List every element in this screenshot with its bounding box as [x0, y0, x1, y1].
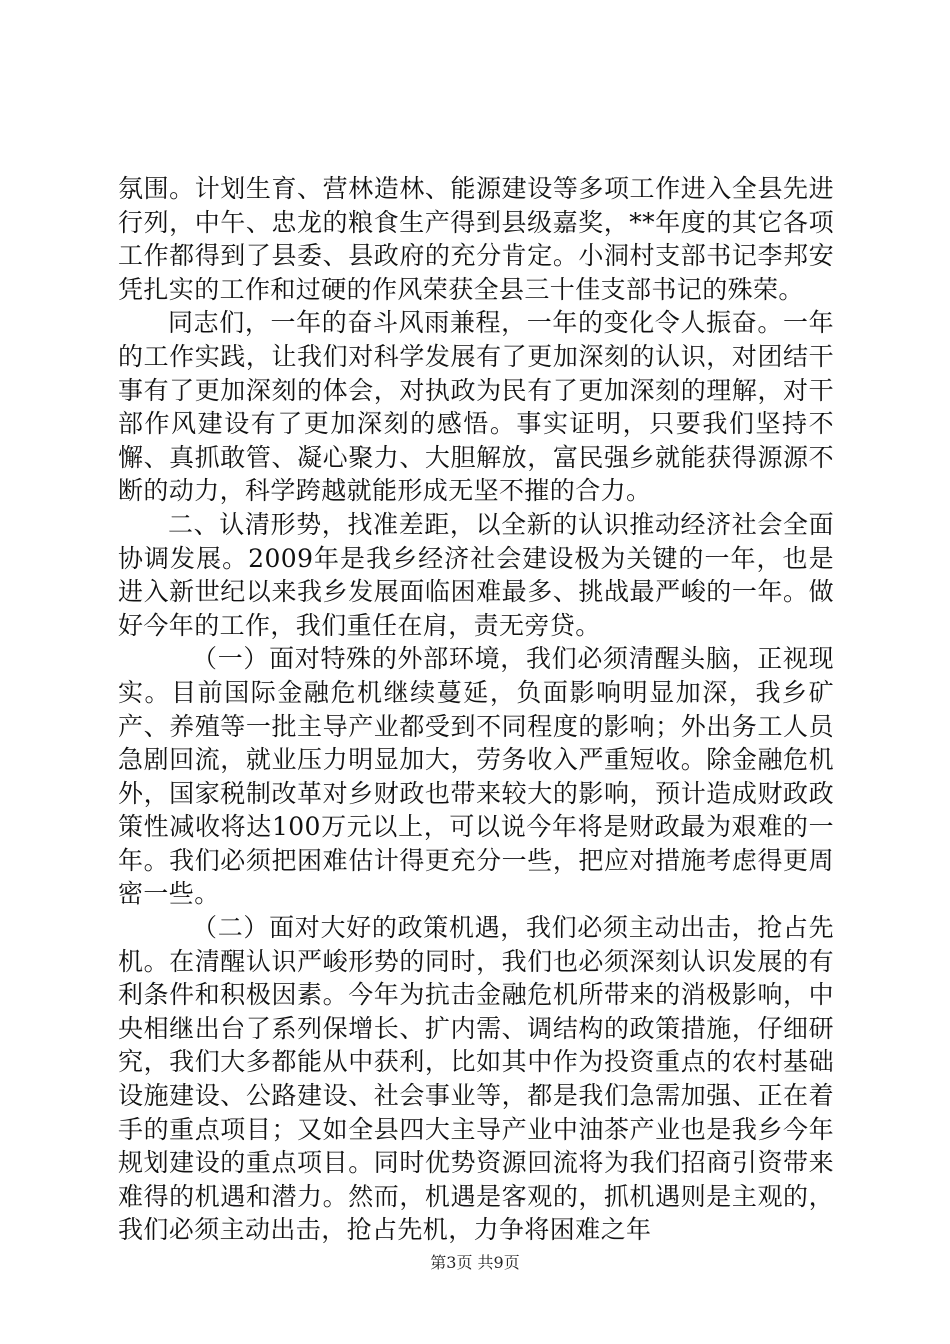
paragraph-continuation: 氛围。计划生育、营林造林、能源建设等多项工作进入全县先进行列，中午、忠龙的粮食生产得到县级嘉奖，**年度的其它各项工作都得到了县委、县政府的充分肯定。小洞村支部书记李邦安凭扎实的工作和过硬的作风荣获全县三十佳支部书记的殊荣。	[118, 174, 834, 304]
paragraph-subsection-one: （一）面对特殊的外部环境，我们必须清醒头脑，正视现实。目前国际金融危机继续蔓延，负面影响明显加深，我乡矿产、养殖等一批主导产业都受到不同程度的影响；外出务工人员急剧回流，就业压力明显加大，劳务收入严重短收。除金融危机外，国家税制改革对乡财政也带来较大的影响，预计造成财政政策性减收将达100万元以上，可以说今年将是财政最为艰难的一年。我们必须把困难估计得更充分一些，把应对措施考虑得更周密一些。	[118, 644, 834, 909]
page-footer: 第3页 共9页	[430, 1253, 520, 1272]
paragraph-subsection-two: （二）面对大好的政策机遇，我们必须主动出击，抢占先机。在清醒认识严峻形势的同时，我们也必须深刻认识发展的有利条件和积极因素。今年为抗击金融危机所带来的消极影响，中央相继出台了系列保增长、扩内需、调结构的政策措施，仔细研究，我们大多都能从中获利，比如其中作为投资重点的农村基础设施建设、公路建设、社会事业等，都是我们急需加强、正在着手的重点项目；又如全县四大主导产业中油茶产业也是我乡今年规划建设的重点项目。同时优势资源回流将为我们招商引资带来难得的机遇和潜力。然而，机遇是客观的，抓机遇则是主观的，我们必须主动出击，抢占先机，力争将困难之年	[118, 913, 834, 1245]
document-body	[118, 172, 834, 1247]
paragraph-section-two: 二、认清形势，找准差距，以全新的认识推动经济社会全面协调发展。2009年是我乡经济社会建设极为关键的一年，也是进入新世纪以来我乡发展面临困难最多、挑战最严峻的一年。做好今年的工作，我们重任在肩，责无旁贷。	[118, 509, 834, 640]
paragraph-summary: 同志们，一年的奋斗风雨兼程，一年的变化令人振奋。一年的工作实践，让我们对科学发展有了更加深刻的认识，对团结干事有了更加深刻的体会，对执政为民有了更加深刻的理解，对干部作风建设有了更加深刻的感悟。事实证明，只要我们坚持不懈、真抓敢管、凝心聚力、大胆解放，富民强乡就能获得源源不断的动力，科学跨越就能形成无坚不摧的合力。	[118, 308, 834, 506]
